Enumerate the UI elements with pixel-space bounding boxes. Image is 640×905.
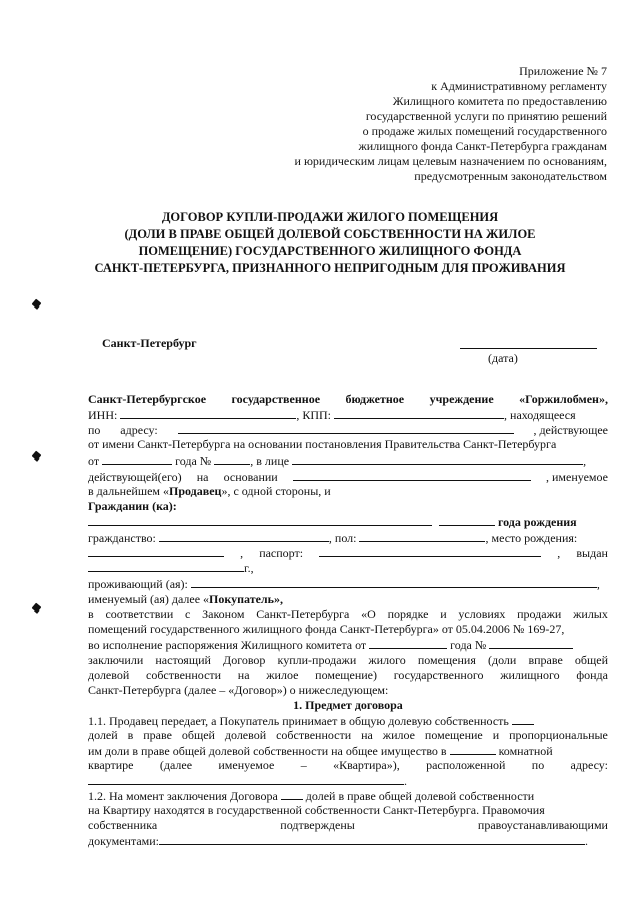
word: на: [361, 728, 373, 742]
p11-line-3: [88, 743, 608, 759]
word: , действующее: [533, 423, 608, 437]
order-date-blank: [369, 637, 447, 649]
word: , пол:: [328, 531, 357, 545]
word: гражданство:: [88, 531, 156, 545]
word: квартире: [88, 758, 134, 772]
word: по: [531, 758, 545, 772]
word: по: [88, 423, 101, 437]
word: в: [127, 728, 134, 742]
word: жилое: [382, 728, 415, 742]
apartment-address-blank: [88, 773, 404, 785]
word: 1.1. Продавец передает, а Покупатель принимает в общую долевую собственность: [88, 714, 509, 728]
section-heading: 1. Предмет договора: [293, 698, 403, 712]
passport-line: , паспорт: , выдан: [88, 545, 608, 561]
located-label: , находящееся: [504, 408, 576, 422]
word: условиях: [458, 607, 506, 621]
decree-line: от года № , в лице ,: [88, 454, 587, 468]
acting-line: [88, 469, 608, 485]
word: выдан: [576, 546, 608, 560]
inn-line: [88, 407, 608, 423]
appendix-line: Приложение № 7: [519, 64, 607, 78]
passport-blank: [319, 545, 541, 557]
word: купли-продажи: [277, 653, 357, 667]
word: продажи: [517, 607, 562, 621]
p11-line-2: [88, 728, 608, 743]
appendix-line: и юридическим лицам целевым назначением по основаниям,: [294, 154, 607, 168]
p11-line-4: [88, 758, 608, 773]
word: помещения: [417, 653, 476, 667]
order-number-blank: [489, 637, 573, 649]
word: , именуемое: [545, 470, 608, 484]
word: фонда: [576, 668, 608, 682]
residence-blank: [191, 576, 597, 588]
word: , в лице: [250, 454, 290, 468]
citizenship-blank: [159, 530, 329, 542]
word: действующей(его): [88, 470, 182, 484]
word: общей: [574, 653, 608, 667]
appendix-line: Жилищного комитета по предоставлению: [392, 94, 607, 108]
hole-punch-mark: [32, 603, 42, 613]
share-line: [88, 668, 608, 683]
word: им доли в праве общей долевой собственности на общее имущество в: [88, 744, 447, 758]
word: порядке: [387, 607, 429, 621]
birth-year-blank: [439, 514, 495, 526]
word: долевой: [224, 728, 267, 742]
date-label: (дата): [488, 351, 518, 365]
hole-punch-mark: [32, 451, 42, 461]
word: «О: [361, 607, 376, 621]
issued-blank: [88, 560, 244, 572]
word: собственности: [276, 728, 352, 742]
word: долей: [88, 728, 118, 742]
word: соответствии: [105, 607, 174, 621]
word: государственное: [231, 392, 321, 406]
word: учреждение: [429, 392, 494, 406]
kpp-blank: [334, 407, 504, 419]
word: заключили: [88, 653, 144, 667]
inn-label: ИНН:: [88, 408, 118, 422]
word: .: [404, 774, 407, 788]
birthplace-blank: [88, 545, 224, 557]
citizen-name-blank: [88, 514, 432, 526]
word: года №: [450, 638, 487, 652]
word: настоящий: [155, 653, 211, 667]
citizen-name-line: [88, 514, 608, 530]
word: паспорт:: [259, 546, 304, 560]
word: адресу:: [570, 758, 608, 772]
rooms-blank: [450, 743, 496, 755]
word: именуемое: [218, 758, 275, 772]
residing-line: проживающий (ая): ,: [88, 577, 600, 591]
law-line-1: [88, 607, 608, 622]
word: основании: [223, 470, 278, 484]
word: в дальнейшем «: [88, 484, 169, 498]
documents-blank: [159, 833, 585, 845]
p12-line-1: [88, 788, 608, 804]
word: собственности: [146, 668, 222, 682]
title-line: ПОМЕЩЕНИЕ) ГОСУДАРСТВЕННОГО ЖИЛИЩНОГО ФОНДА: [138, 244, 522, 258]
share-blank: [512, 713, 534, 725]
issued-line: [88, 560, 608, 576]
word: во исполнение распоряжения Жилищного комитета от: [88, 638, 367, 652]
citizenship-line: [88, 530, 608, 546]
appendix-line: к Административному регламенту: [431, 79, 607, 93]
concluded-line: [88, 653, 608, 668]
word: Договор: [223, 653, 266, 667]
word: долевой: [88, 668, 130, 682]
hole-punch-mark: [32, 299, 42, 309]
word: долей в праве общей долевой собственности: [305, 789, 535, 803]
appendix-line: предусмотренным законодательством: [414, 169, 607, 183]
kpp-label: , КПП:: [296, 408, 332, 422]
word: и: [440, 607, 447, 621]
sex-blank: [359, 530, 485, 542]
word: (далее: [159, 758, 193, 772]
title-line: ДОГОВОР КУПЛИ-ПРОДАЖИ ЖИЛОГО ПОМЕЩЕНИЯ: [161, 210, 499, 224]
word: и: [492, 728, 500, 742]
word: жилое: [266, 668, 299, 682]
appendix-line: о продаже жилых помещений государственного: [362, 124, 607, 138]
word: с: [185, 607, 191, 621]
word: собственника: [88, 818, 158, 832]
word: Законом: [202, 607, 245, 621]
word: праве: [143, 728, 172, 742]
citizen-label: Гражданин (ка):: [88, 499, 177, 513]
p12-line-2: на Квартиру находятся в государственной собственности Санкт-Петербурга. Правомочия: [88, 803, 545, 817]
final-line: Санкт-Петербурга (далее – «Договор») о нижеследующем:: [88, 683, 389, 697]
word: правоустанавливающими: [477, 818, 608, 832]
person-blank: [292, 453, 583, 465]
word: вправе: [528, 653, 563, 667]
word: жилых: [573, 607, 608, 621]
word: комнатной: [498, 744, 553, 758]
order-line: [88, 637, 608, 653]
state-share-blank: [281, 788, 303, 800]
address-line: [88, 422, 608, 438]
word: на: [196, 470, 209, 484]
word: «Горжилобмен»,: [519, 392, 608, 406]
word: от: [88, 454, 100, 468]
word: расположенной: [426, 758, 506, 772]
buyer-named-line: [88, 592, 608, 607]
p12-line-4: [88, 833, 608, 849]
word: жилого: [368, 653, 406, 667]
title-line: (ДОЛИ В ПРАВЕ ОБЩЕЙ ДОЛЕВОЙ СОБСТВЕННОСТИ НА ЖИЛОЕ: [124, 227, 536, 241]
word: пропорциональные: [509, 728, 608, 742]
appendix-line: жилищного фонда Санкт-Петербурга гражданам: [358, 139, 607, 153]
appendix-header: [207, 64, 607, 184]
on-behalf-line: от имени Санкт-Петербурга на основании постановления Правительства Санкт-Петербурга: [88, 437, 557, 451]
p12-line-3: [88, 818, 608, 833]
p11-line-1: [88, 713, 608, 729]
word: жилищного: [500, 668, 560, 682]
word: , место рождения:: [485, 531, 578, 545]
word: именуемый (ая) далее «: [88, 592, 210, 606]
appendix-line: государственной услуги по принятию решений: [365, 109, 607, 123]
word: г.,: [244, 561, 254, 575]
word: »,: [274, 592, 284, 606]
inn-blank: [120, 407, 296, 419]
word: на: [237, 668, 250, 682]
seller-named-line: [88, 484, 608, 499]
law-line-2: помещений государственного жилищного фонда Санкт-Петербурга» от 05.04.2006 № 169-27,: [88, 622, 565, 636]
word: помещение: [424, 728, 483, 742]
word: помещение): [315, 668, 378, 682]
decree-date-blank: [102, 453, 172, 465]
word: бюджетное: [345, 392, 405, 406]
word: .: [585, 834, 589, 848]
word: –: [300, 758, 307, 772]
address-blank: [178, 422, 514, 434]
word: 1.2. На момент заключения Договора: [88, 789, 278, 803]
date-blank: [460, 348, 597, 349]
word: общей: [181, 728, 215, 742]
word: Санкт-Петербургское: [88, 392, 207, 406]
contract-title: [80, 209, 580, 277]
birth-year-label: года рождения: [498, 515, 577, 529]
word: «Квартира»),: [333, 758, 400, 772]
word: года №: [175, 454, 212, 468]
basis-blank: [293, 469, 531, 481]
decree-number-blank: [214, 453, 250, 465]
word: проживающий (ая):: [88, 577, 188, 591]
word: подтверждены: [280, 818, 355, 832]
word: в: [88, 607, 94, 621]
seller-line: [88, 392, 608, 407]
word: адресу:: [120, 423, 158, 437]
word: », с одной стороны, и: [221, 484, 331, 498]
word: документами:: [88, 834, 160, 848]
title-line: САНКТ-ПЕТЕРБУРГА, ПРИЗНАННОГО НЕПРИГОДНЫМ ДЛЯ ПРОЖИВАНИЯ: [94, 261, 566, 275]
p11-line-5: [88, 773, 608, 789]
word: государственного: [393, 668, 484, 682]
word: Санкт-Петербурга: [256, 607, 350, 621]
word: (доли: [487, 653, 517, 667]
buyer-term: Покупатель: [209, 592, 275, 606]
seller-term: Продавец: [169, 484, 222, 498]
city-label: Санкт-Петербург: [102, 336, 197, 350]
